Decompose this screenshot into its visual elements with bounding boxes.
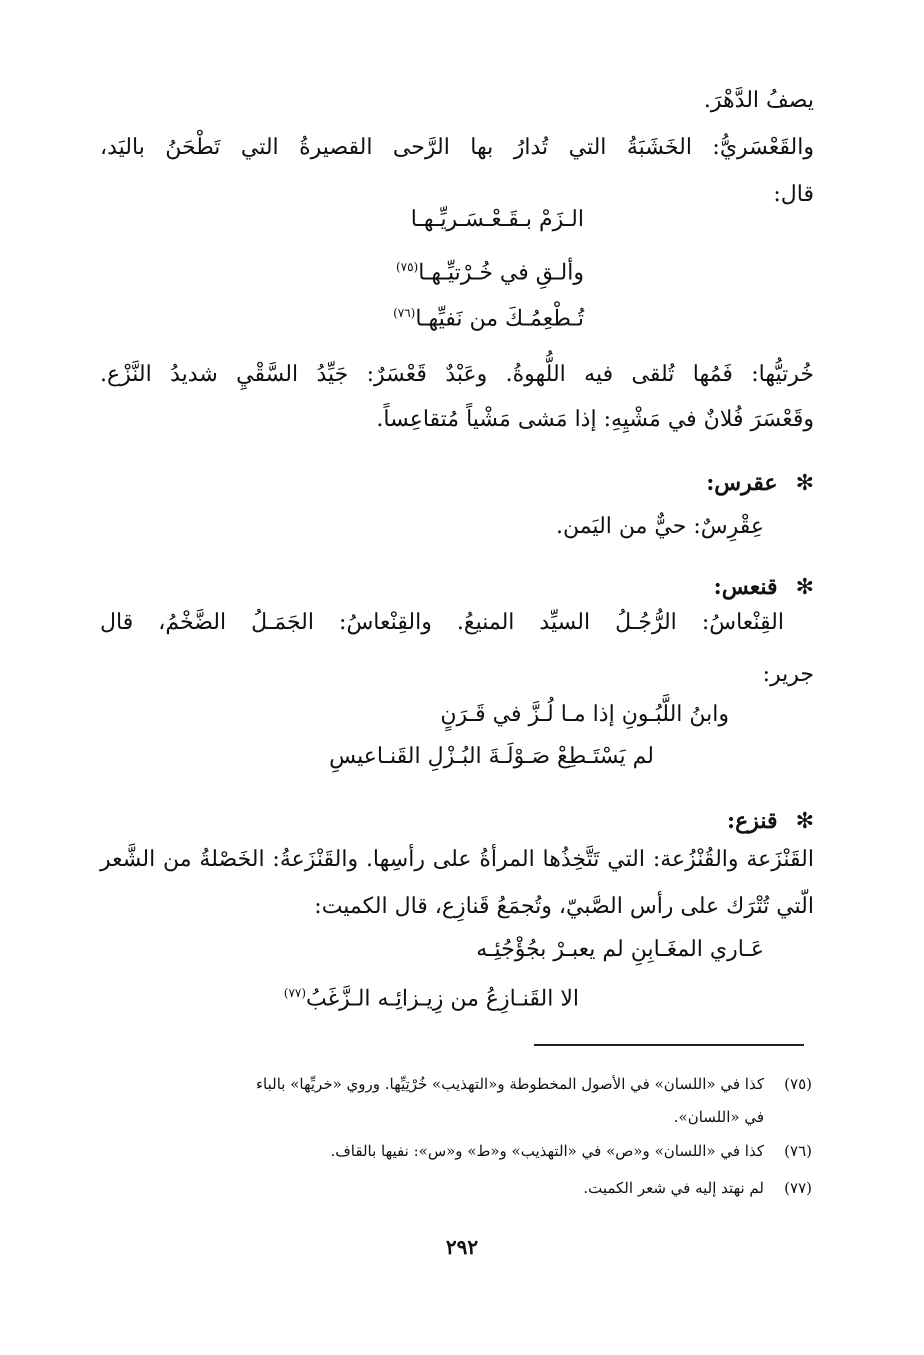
entry-qunzu-line-1: القَنْزَعة والقُنْزُعة: التي تَتَّخِذُها المرأةُ على رأسِها. والقَنْزَعةُ: الخَصْلةُ من الشَّعر [100, 847, 814, 872]
entry-qunzu-line-2: الّتي تُتْرَك على رأس الصَّبيّ، وتُجمَعُ قَنازِع، قال الكميت: [314, 894, 814, 919]
entry-heading-qanas: ✻قنعس: [713, 574, 814, 600]
footnote-ref-77: (٧٧) [283, 986, 307, 1000]
poem3-line-2: الا القَنـازِعُ من زِيـزائِـه الـزَّغَبُ$^{(٧٧)}$ [283, 986, 579, 1012]
footnote-ref-75: (٧٥) [395, 260, 419, 274]
poem2-line-1: وابنُ اللَّبُـونِ إذا مـا لُـزَّ في قَـرَنٍ [440, 702, 729, 727]
footnote-75-cont: في «اللسان». [673, 1108, 764, 1126]
poem2-line-2: لم يَسْتَـطِعْ صَـوْلَـةَ البُـزْلِ القَنـاعيسِ [329, 744, 654, 769]
entry-heading-aqras: ✻عقرس: [706, 470, 814, 496]
entry-heading-qunzu: ✻قنزع: [727, 808, 814, 834]
entry-qanas-line-2: جرير: [762, 662, 814, 687]
entry-aqras-line-1: عِقْرِسٌ: حيٌّ من اليَمن. [555, 514, 764, 539]
body-line-1: يصفُ الدَّهْرَ. [703, 88, 814, 113]
footnote-ref-76: (٧٦) [393, 306, 416, 320]
footnote-76: (٧٦)كذا في «اللسان» و«ص» في «التهذيب» و«ط» و«س»: نفيها بالقاف. [330, 1142, 812, 1160]
asterisk-icon: ✻ [795, 809, 814, 834]
page-number: ٢٩٢ [445, 1235, 479, 1259]
body-line-2: والقَعْسَريُّ: الخَشَبَةُ التي تُدارُ بها الرَّحى القصيرةُ التي تَطْحَنُ باليَد، [100, 135, 814, 160]
footnote-divider [534, 1044, 804, 1046]
footnote-77: (٧٧)لم نهتد إليه في شعر الكميت. [583, 1179, 812, 1197]
poem1-line-1: الـزَمْ بـقَـعْـسَـريِّـهـا [410, 207, 584, 232]
para2-line-1: خُرتيُّها: فَمُها تُلقى فيه اللُّهوةُ. وعَبْدٌ قَعْسَرٌ: جَيِّدُ السَّقْيِ شديدُ النَّزْع. [100, 362, 814, 387]
asterisk-icon: ✻ [795, 471, 814, 496]
body-line-3: قال: [773, 182, 814, 207]
poem1-line-2: وألـقِ في خُـرْتيِّـهـا$^{(٧٥)}$ [395, 260, 584, 286]
poem1-line-3: تُـطْعِمُـكَ من نَفيِّهـا$^{(٧٦)}$ [393, 306, 584, 332]
asterisk-icon: ✻ [795, 575, 814, 600]
poem3-line-1: عَـاري المغَـابِنِ لم يعبـرْ بجُؤْجُئِـه [476, 937, 764, 962]
entry-qanas-line-1: القِنْعاسُ: الرُّجُـلُ السيِّد المنيعُ. والقِنْعاسُ: الجَمَـلُ الضَّخْمُ، قال [100, 610, 784, 635]
para2-line-2: وقَعْسَرَ فُلانٌ في مَشْيِهِ: إذا مَشى مَشْياً مُتقاعِساً. [376, 407, 814, 432]
footnote-75: (٧٥)كذا في «اللسان» في الأصول المخطوطة و«التهذيب» خُرْتِيِّها. وروي «خريِّها» بالباء [255, 1075, 812, 1093]
